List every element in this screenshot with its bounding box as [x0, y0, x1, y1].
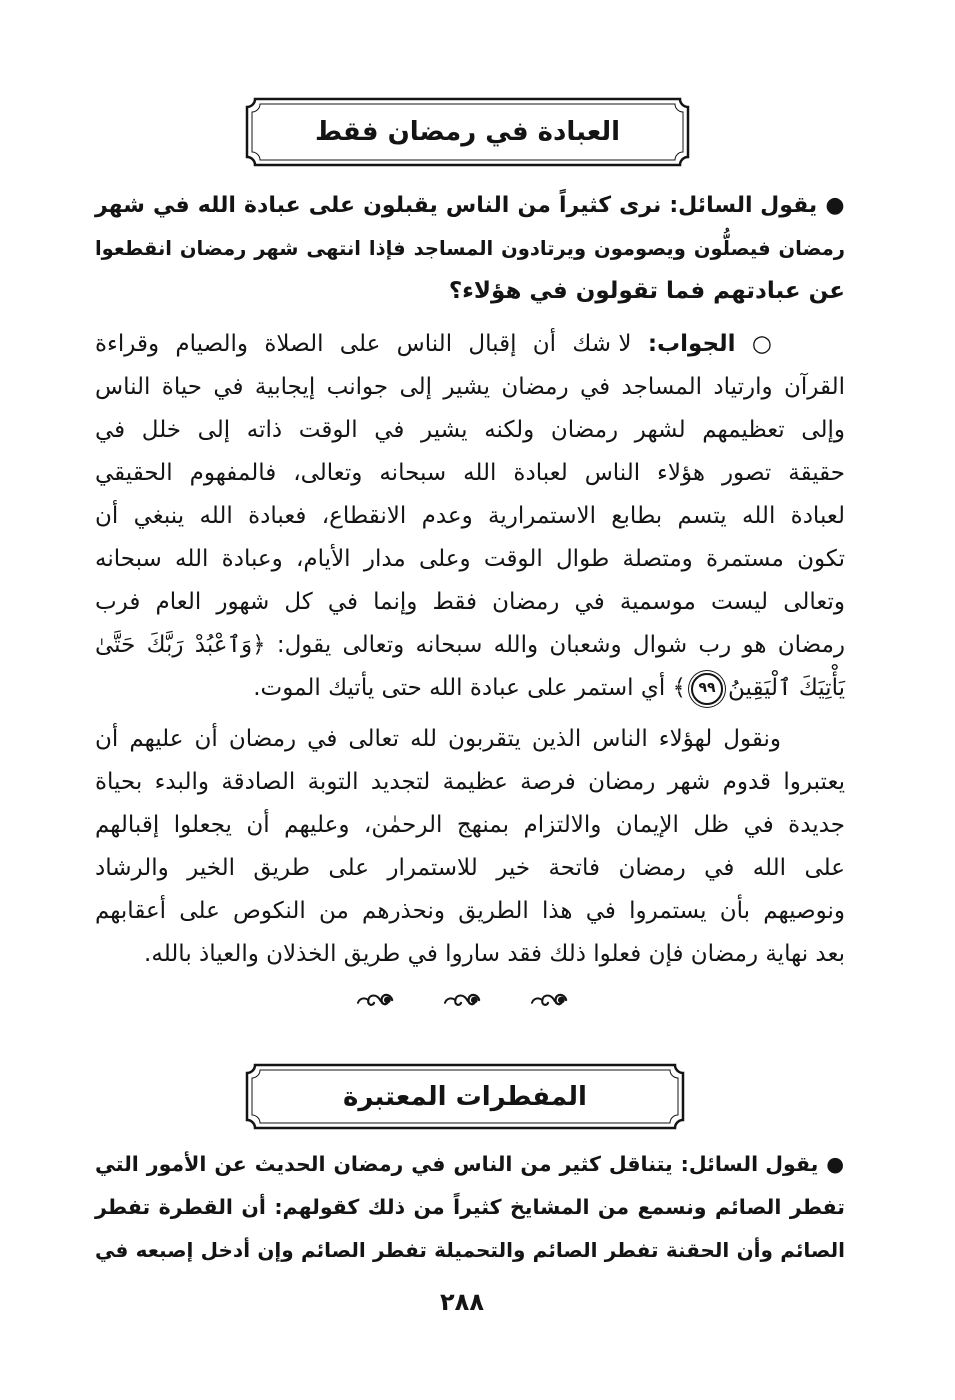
ornament-icon	[443, 989, 481, 1011]
section-title-frame	[245, 97, 690, 167]
question-text: يقول السائل: يتناقل كثير من الناس في رمضان الحديث عن الأمور التي	[95, 1152, 819, 1176]
section-title-frame	[245, 1063, 685, 1130]
answer-text: أي استمر على عبادة الله حتى يأتيك الموت.	[253, 675, 666, 701]
answer-line: حقيقة تصور هؤلاء الناس لعبادة الله سبحانه وتعالى، فالمفهوم الحقيقي	[95, 460, 845, 486]
answer-line: وإلى تعظيمهم لشهر رمضان ولكنه يشير في الوقت ذاته إلى خلل في	[95, 417, 845, 443]
question-paragraph	[95, 1143, 845, 1272]
question-line	[95, 184, 845, 227]
question-line: تفطر الصائم ونسمع من المشايخ كثيراً من ذلك كقولهم: أن القطرة تفطر	[95, 1195, 845, 1219]
answer-line: لعبادة الله يتسم بطابع الاستمرارية وعدم الانقطاع، فعبادة الله ينبغي أن	[95, 503, 845, 529]
question-line: رمضان فيصلُّون ويصومون ويرتادون المساجد فإذا انتهى شهر رمضان انقطعوا	[95, 237, 845, 260]
section-title: المفطرات المعتبرة	[343, 1081, 587, 1112]
answer-line	[95, 667, 845, 710]
question-paragraph	[95, 184, 845, 313]
question-text: يقول السائل: نرى كثيراً من الناس يقبلون على عبادة الله في شهر	[95, 193, 818, 218]
ayah-number: ٩٩	[691, 673, 723, 705]
answer-line: تكون مستمرة ومتصلة طوال الوقت وعلى مدار الأيام، وعبادة الله سبحانه	[95, 546, 845, 572]
answer-marker: ○	[751, 331, 782, 357]
bullet-marker: ●	[825, 193, 845, 218]
paragraph-line: على الله في رمضان فاتحة خير للاستمرار على طريق الخير والرشاد	[95, 855, 845, 881]
verse-close-bracket: ﴾	[672, 675, 687, 701]
question-line	[95, 1143, 845, 1186]
section-title: العبادة في رمضان فقط	[314, 117, 621, 147]
paragraph-line: بعد نهاية رمضان فإن فعلوا ذلك فقد ساروا في طريق الخذلان والعياذ بالله.	[144, 941, 845, 967]
answer-line: القرآن وارتياد المساجد في رمضان يشير إلى جوانب إيجابية في حياة الناس	[95, 374, 845, 400]
quran-verse: وَٱعْبُدْ رَبَّكَ حَتَّىٰ	[95, 632, 253, 658]
paragraph-line: جديدة في ظل الإيمان والالتزام بمنهج الرحمٰن، وعليهم أن يجعلوا إقبالهم	[95, 812, 845, 838]
question-line: الصائم وأن الحقنة تفطر الصائم والتحميلة تفطر الصائم وإن أدخل إصبعه في	[95, 1238, 845, 1262]
ornament-icon	[356, 989, 394, 1011]
quran-verse: يَأْتِيَكَ ٱلْيَقِينُ	[728, 675, 845, 701]
section-divider	[356, 988, 568, 1012]
answer-text: لا شك أن إقبال الناس على الصلاة والصيام وقراءة	[95, 331, 632, 357]
answer-line	[95, 323, 845, 366]
paragraph-line: يعتبروا قدوم شهر رمضان فرصة عظيمة لتجديد التوبة الصادقة والبدء بحياة	[95, 769, 845, 795]
body-paragraph	[95, 718, 845, 976]
paragraph-line: ونوصيهم بأن يستمروا في هذا الطريق ونحذرهم من النكوص على أعقابهم	[95, 898, 845, 924]
answer-line: وتعالى ليست موسمية في رمضان فقط وإنما في كل شهور العام فرب	[95, 589, 845, 615]
verse-open-bracket: ﴿	[252, 632, 266, 658]
bullet-marker: ●	[826, 1152, 845, 1176]
ornament-icon	[530, 989, 568, 1011]
page-number: ٢٨٨	[440, 1288, 484, 1316]
paragraph-line: ونقول لهؤلاء الناس الذين يتقربون لله تعالى في رمضان أن عليهم أن	[95, 726, 781, 752]
answer-text: رمضان هو رب شوال وشعبان والله سبحانه وتعالى يقول:	[276, 632, 846, 658]
answer-label: الجواب:	[647, 331, 736, 357]
answer-line	[95, 624, 845, 667]
answer-paragraph	[95, 323, 845, 710]
question-line: عن عبادتهم فما تقولون في هؤلاء؟	[448, 278, 845, 304]
